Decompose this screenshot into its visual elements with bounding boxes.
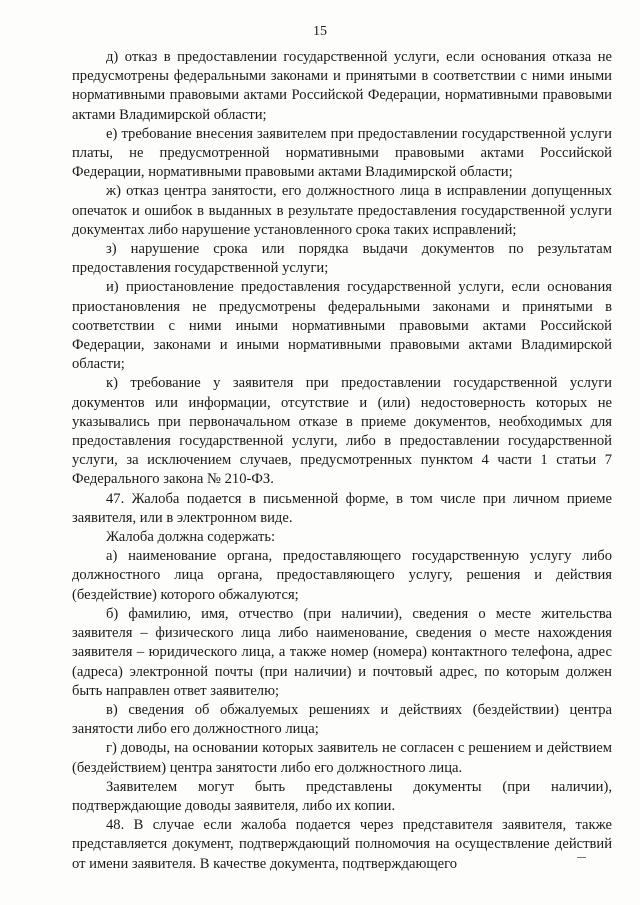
paragraph-item-k: к) требование у заявителя при предоставлении государственной услуги документов или информации, отсутствие и (или) недостоверность которых не указывались при первоначальном отказе в приеме документов, необходимых для предоставления государственной услуги, либо в предоставлении государственной услуги, за исключением случаев, предусмотренных пунктом 4 части 1 статьи 7 Федерального закона № 210-ФЗ. — [72, 375, 612, 488]
paragraph-item-zh: ж) отказ центра занятости, его должностного лица в исправлении допущенных опечаток и ошибок в выданных в результате предоставления государственной услуги документах либо нарушение установленного срока таких исправлений; — [72, 183, 612, 238]
paragraph-contents-a: а) наименование органа, предоставляющего государственную услугу либо должностного лица органа, предоставляющего услугу, решения и действия (бездействие) которого обжалуются; — [72, 548, 612, 603]
document-body — [72, 48, 612, 874]
paragraph-item-i: и) приостановление предоставления государственной услуги, если основания приостановления не предусмотрены федеральными законами и принятыми в соответствии с ними иными нормативными правовыми актами Российской Федерации, законами и иными нормативными правовыми актами Владимирской области; — [72, 279, 612, 373]
paragraph-contents-v: в) сведения об обжалуемых решениях и действиях (бездействии) центра занятости либо его должностного лица; — [72, 701, 612, 738]
paragraph-item-e: е) требование внесения заявителем при предоставлении государственной услуги платы, не предусмотренной нормативными правовыми актами Российской Федерации, нормативными правовыми актами Владимирской области; — [72, 125, 612, 181]
paragraph-47: 47. Жалоба подается в письменной форме, в том числе при личном приеме заявителя, или в электронном виде. — [72, 490, 612, 526]
scan-mark — [577, 857, 586, 858]
page-number: 15 — [313, 24, 327, 39]
paragraph-contents-g: г) доводы, на основании которых заявитель не согласен с решением и действием (бездействием) центра занятости либо его должностного лица. — [72, 740, 612, 776]
paragraph-48: 48. В случае если жалоба подается через представителя заявителя, также представляется документ, подтверждающий полномочия на осуществление действий от имени заявителя. В качестве документа, подтверждающего — [72, 817, 612, 872]
paragraph-item-z: з) нарушение срока или порядка выдачи документов по результатам предоставления государственной услуги; — [72, 241, 612, 277]
paragraph-supporting-documents: Заявителем могут быть представлены документы (при наличии), подтверждающие доводы заявителя, либо их копии. — [72, 778, 612, 814]
paragraph-complaint-contents-intro: Жалоба должна содержать: — [106, 529, 276, 546]
paragraph-item-d: д) отказ в предоставлении государственной услуги, если основания отказа не предусмотрены федеральными законами и принятыми в соответствии с ними иными нормативными правовыми актами Российской Федерации, нормативными правовыми актами Владимирской области; — [72, 49, 612, 123]
paragraph-contents-b: б) фамилию, имя, отчество (при наличии), сведения о месте жительства заявителя – физического лица либо наименование, сведения о месте нахождения заявителя – юридического лица, а также номер (номера) контактного телефона, адрес (адреса) электронной почты (при наличии) и почтовый адрес, по которым должен быть направлен ответ заявителю; — [72, 605, 612, 699]
